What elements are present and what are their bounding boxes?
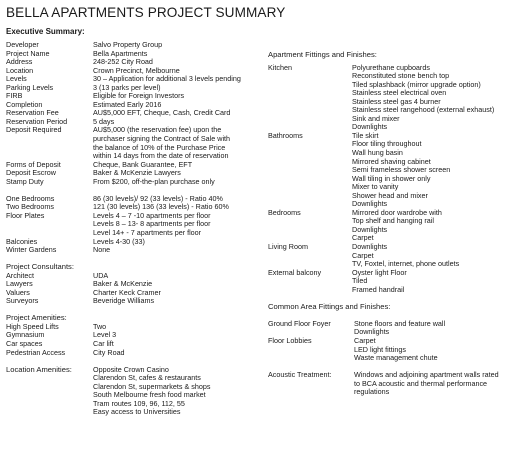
apartment-fittings-heading: Apartment Fittings and Finishes: — [268, 50, 377, 59]
summary-key: Lawyers — [6, 280, 33, 289]
summary-key: Developer — [6, 41, 39, 49]
common-area-heading: Common Area Fittings and Finishes: — [268, 301, 391, 311]
fitting-key: Bedrooms — [268, 208, 301, 217]
fitting-value: Stone floors and feature wall Downlights — [354, 318, 446, 337]
summary-value: AU$5,000 EFT, Cheque, Cash, Credit Card — [93, 108, 231, 118]
summary-value: Level 3 — [93, 330, 117, 340]
summary-key: Reservation Fee — [6, 109, 59, 118]
fitting-row — [268, 132, 506, 209]
summary-value: 121 (30 levels) 136 (33 levels) - Ratio 60% — [93, 202, 229, 212]
summary-key: Car spaces — [6, 340, 43, 348]
apartment-mix-group — [6, 195, 262, 255]
summary-value: Two — [93, 321, 107, 331]
summary-value: 86 (30 levels)/ 92 (33 levels) - Ratio 40% — [93, 193, 223, 203]
summary-row — [6, 263, 262, 272]
summary-key: Completion — [6, 100, 43, 109]
summary-key: Forms of Deposit — [6, 160, 61, 169]
fitting-row — [268, 337, 506, 363]
fitting-row — [268, 209, 506, 243]
summary-value — [93, 263, 262, 272]
fitting-row — [268, 64, 506, 132]
summary-row — [6, 178, 262, 187]
project-amenities-group — [6, 314, 262, 357]
acoustic-key: Acoustic Treatment: — [268, 371, 332, 380]
fitting-value: Mirrored door wardrobe with Top shelf and hanging rail Downlights Carpet — [352, 207, 442, 243]
fitting-value: Polyurethane cupboards Reconstituted stone bench top Tiled splashback (mirror upgrade option) Stainless steel electrical oven Stainless steel gas 4 burner Stainless steel rangehood (external exhaust) Sink and mixer Downlights — [352, 62, 495, 132]
summary-value: 5 days — [93, 116, 115, 126]
summary-key: Deposit Escrow — [6, 169, 56, 178]
summary-value: Opposite Crown Casino Clarendon St, cafes & restaurants Clarendon St, supermarkets & shops South Melbourne fresh food market Tram routes 109, 96, 112, 55 Easy access to Universities — [93, 364, 211, 417]
fitting-row — [268, 269, 506, 295]
summary-value: City Road — [93, 347, 125, 357]
fitting-row — [268, 320, 506, 337]
summary-value: Bella Apartments — [93, 48, 148, 58]
summary-value: 3 (13 parks per level) — [93, 82, 161, 92]
summary-row — [6, 314, 262, 323]
summary-key: FIRB — [6, 92, 23, 101]
summary-value: Estimated Early 2016 — [93, 99, 162, 109]
summary-row — [6, 212, 262, 238]
fitting-key: Floor Lobbies — [268, 336, 312, 345]
summary-key: Stamp Duty — [6, 177, 44, 186]
fitting-value: Tile skirt Floor tiling throughout Wall hung basin Mirrored shaving cabinet Semi frameless shower screen Wall tiling in shower only Mixer to vanity Shower head and mixer Downlights — [352, 130, 451, 209]
executive-summary-section — [6, 41, 262, 417]
summary-value: Baker & McKenzie Lawyers — [93, 168, 181, 178]
summary-value: From $200, off-the-plan purchase only — [93, 176, 215, 186]
summary-row — [6, 246, 262, 255]
fitting-key: External balcony — [268, 268, 322, 277]
summary-key: Architect — [6, 271, 34, 280]
summary-value: Crown Precinct, Melbourne — [93, 65, 180, 75]
summary-value: Baker & McKenzie — [93, 279, 153, 289]
fitting-value: Oyster light Floor Tiled Framed handrail — [352, 267, 407, 294]
fitting-value: Downlights Carpet TV, Foxtel, internet, phone outlets — [352, 242, 460, 269]
summary-value: AU$5,000 (the reservation fee) upon the purchaser signing the Contract of Sale with the balance of 10% of the Purchase Price within 14 days from the date of reservation — [93, 125, 231, 161]
summary-value: 248-252 City Road — [93, 57, 153, 67]
fitting-key: Living Room — [268, 243, 308, 252]
summary-key: Floor Plates — [6, 211, 45, 220]
project-amenities-heading: Project Amenities: — [6, 314, 67, 323]
summary-key: Deposit Required — [6, 126, 62, 135]
summary-value: Eligible for Foreign Investors — [93, 91, 185, 101]
summary-key: One Bedrooms — [6, 194, 55, 203]
summary-key: Pedestrian Access — [6, 348, 66, 357]
summary-value: Levels 4 – 7 -10 apartments per floor Levels 8 – 13- 8 apartments per floor Level 14+ - 7 apartments per floor — [93, 210, 211, 237]
summary-row — [6, 366, 262, 417]
summary-key: Valuers — [6, 288, 30, 297]
summary-value: Levels 4-30 (33) — [93, 236, 145, 246]
project-consultants-group — [6, 263, 262, 306]
summary-row — [6, 297, 262, 306]
fittings-section — [268, 51, 506, 397]
summary-row — [6, 349, 262, 358]
summary-value: Charter Keck Cramer — [93, 287, 161, 297]
page-title: BELLA APARTMENTS PROJECT SUMMARY — [6, 5, 286, 20]
summary-value: Salvo Property Group — [93, 40, 163, 49]
summary-row — [6, 238, 262, 247]
summary-key: Reservation Period — [6, 117, 68, 126]
summary-key: Levels — [6, 75, 27, 84]
summary-key: High Speed Lifts — [6, 322, 59, 331]
location-amenities-heading: Location Amenities: — [6, 365, 72, 374]
summary-value: Beveridge Williams — [93, 296, 155, 306]
summary-key: Surveyors — [6, 297, 39, 306]
summary-key: Winter Gardens — [6, 246, 57, 255]
summary-key: Parking Levels — [6, 83, 54, 92]
summary-key: Location — [6, 66, 34, 75]
fitting-row — [268, 243, 506, 269]
summary-key: Balconies — [6, 237, 38, 246]
summary-value: Cheque, Bank Guarantee, EFT — [93, 159, 193, 169]
summary-value — [93, 314, 262, 323]
summary-value: UDA — [93, 270, 109, 280]
summary-row — [6, 126, 262, 160]
acoustic-value: Windows and adjoining apartment walls rated to BCA acoustic and thermal performance regulations — [354, 370, 499, 397]
fitting-row — [268, 371, 506, 397]
summary-row — [6, 323, 262, 332]
fitting-key: Bathrooms — [268, 131, 303, 140]
project-consultants-heading: Project Consultants: — [6, 263, 74, 272]
location-amenities-group — [6, 366, 262, 417]
summary-row — [6, 109, 262, 118]
summary-key: Two Bedrooms — [6, 203, 54, 212]
summary-value: None — [93, 245, 111, 255]
fitting-key: Ground Floor Foyer — [268, 319, 331, 328]
summary-key: Address — [6, 58, 33, 67]
fitting-value: Carpet LED light fittings Waste management chute — [354, 335, 438, 363]
summary-key: Project Name — [6, 49, 50, 58]
summary-row — [6, 340, 262, 349]
executive-summary-heading: Executive Summary: — [6, 27, 85, 36]
general-details-group — [6, 41, 262, 186]
summary-value: 30 – Application for additional 3 levels pending — [93, 74, 241, 84]
fitting-key: Kitchen — [268, 63, 292, 72]
summary-value: Car lift — [93, 339, 114, 348]
summary-key: Gymnasium — [6, 331, 45, 340]
summary-row — [6, 331, 262, 340]
